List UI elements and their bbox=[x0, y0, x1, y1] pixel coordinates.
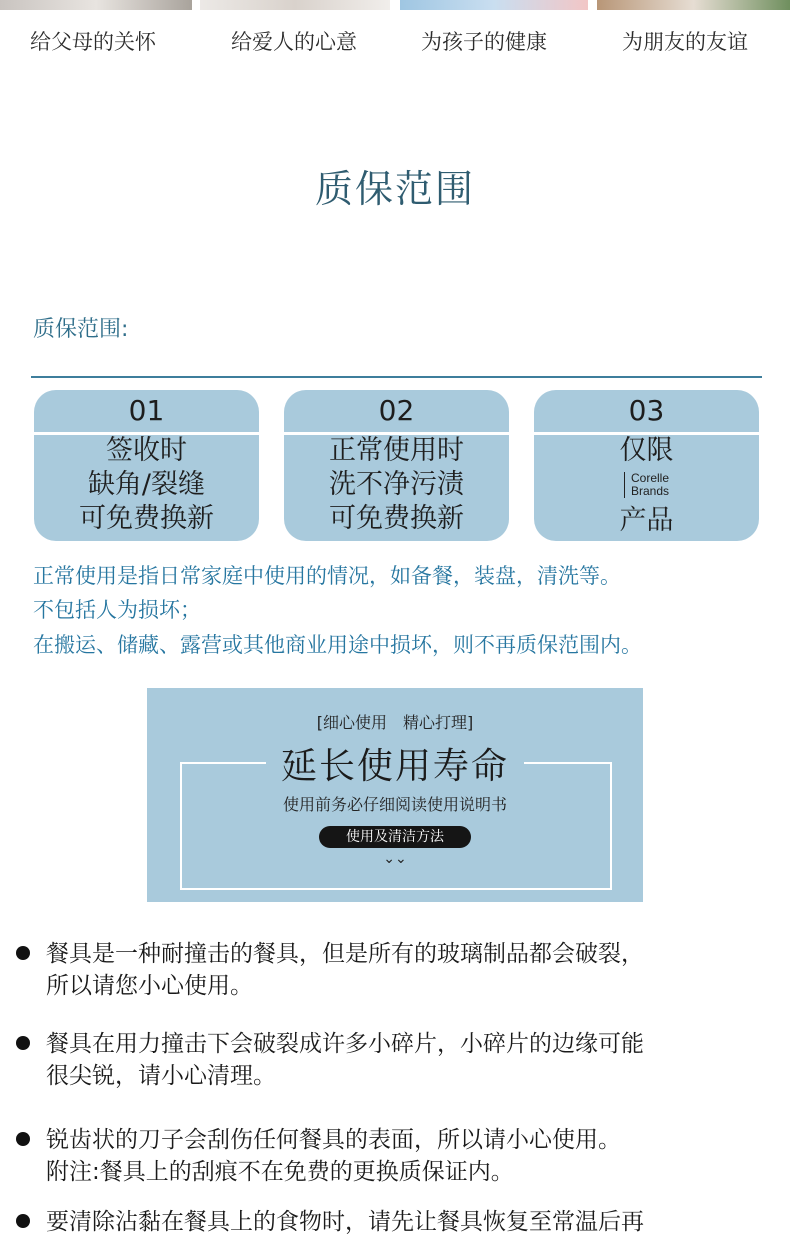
card-line: 签收时 bbox=[106, 435, 187, 466]
bullet-icon bbox=[16, 1036, 30, 1050]
photo-child bbox=[400, 0, 588, 10]
photo-strip bbox=[0, 0, 790, 10]
card-text bbox=[34, 434, 259, 536]
brand-word: Corelle bbox=[630, 471, 669, 485]
scope-divider bbox=[31, 376, 762, 378]
list-item bbox=[16, 1028, 786, 1094]
note-normal-use: 正常使用是指日常家庭中使用的情况，如备餐，装盘，清洗等。 bbox=[33, 564, 621, 588]
bullet-line: 所以请您小心使用。 bbox=[46, 973, 253, 999]
corelle-brands-logo bbox=[624, 472, 669, 498]
note-commercial-use: 在搬运、储藏、露营或其他商业用途中损坏，则不再质保范围内。 bbox=[33, 633, 642, 657]
bullet-line: 要清除沾黏在餐具上的食物时，请先让餐具恢复至常温后再 bbox=[46, 1209, 644, 1235]
bullet-text bbox=[46, 1124, 786, 1188]
banner-subtitle: 使用前务必仔细阅读使用说明书 bbox=[282, 795, 507, 814]
bullet-line: 餐具是一种耐撞击的餐具，但是所有的玻璃制品都会破裂， bbox=[46, 941, 644, 967]
bullet-text bbox=[46, 1206, 786, 1238]
care-method-button[interactable]: 使用及清洁方法 bbox=[319, 826, 471, 848]
card-line: 可免费换新 bbox=[79, 503, 214, 534]
list-item bbox=[16, 938, 786, 1004]
card-text bbox=[534, 434, 759, 538]
bullet-text bbox=[46, 1028, 786, 1092]
brand-word: Brands bbox=[630, 484, 670, 498]
bullet-icon bbox=[16, 946, 30, 960]
list-item bbox=[16, 1124, 786, 1190]
card-line: 可免费换新 bbox=[329, 503, 464, 534]
card-line: 产品 bbox=[619, 505, 674, 536]
bullet-line: 附注:餐具上的刮痕不在免费的更换质保证内。 bbox=[46, 1159, 514, 1185]
photo-parents bbox=[0, 0, 192, 10]
banner-title: 延长使用寿命 bbox=[280, 746, 509, 787]
bullet-line: 很尖锐，请小心清理。 bbox=[46, 1063, 276, 1089]
photo-friends bbox=[597, 0, 790, 10]
scope-label: 质保范围: bbox=[33, 317, 129, 342]
bullet-text bbox=[46, 938, 786, 1002]
card-number: 03 bbox=[628, 394, 665, 427]
caption-parents: 给父母的关怀 bbox=[30, 30, 156, 54]
card-text bbox=[284, 434, 509, 536]
card-line: 缺角/裂缝 bbox=[87, 469, 206, 500]
card-number: 01 bbox=[128, 394, 165, 427]
chevron-down-icon: ⌄⌄ bbox=[383, 851, 407, 867]
warranty-card-02 bbox=[284, 390, 509, 541]
bullet-line: 锐齿状的刀子会刮伤任何餐具的表面，所以请小心使用。 bbox=[46, 1127, 621, 1153]
card-line: 正常使用时 bbox=[329, 435, 464, 466]
warranty-card-03 bbox=[534, 390, 759, 541]
bullet-icon bbox=[16, 1214, 30, 1228]
card-line: 洗不净污渍 bbox=[329, 469, 464, 500]
photo-lover bbox=[200, 0, 390, 10]
care-banner bbox=[147, 688, 643, 902]
caption-child: 为孩子的健康 bbox=[421, 30, 547, 54]
card-number: 02 bbox=[378, 394, 415, 427]
list-item bbox=[16, 1206, 786, 1238]
caption-lover: 给爱人的心意 bbox=[231, 30, 357, 54]
bullet-line: 餐具在用力撞击下会破裂成许多小碎片，小碎片的边缘可能 bbox=[46, 1031, 644, 1057]
section-title: 质保范围 bbox=[314, 167, 475, 211]
note-excludes-damage: 不包括人为损坏； bbox=[33, 598, 201, 622]
banner-tag: [细心使用 精心打理] bbox=[316, 713, 474, 732]
bullet-icon bbox=[16, 1132, 30, 1146]
category-captions bbox=[0, 26, 790, 58]
card-line: 仅限 bbox=[619, 435, 674, 466]
warranty-card-01 bbox=[34, 390, 259, 541]
caption-friends: 为朋友的友谊 bbox=[622, 30, 748, 54]
